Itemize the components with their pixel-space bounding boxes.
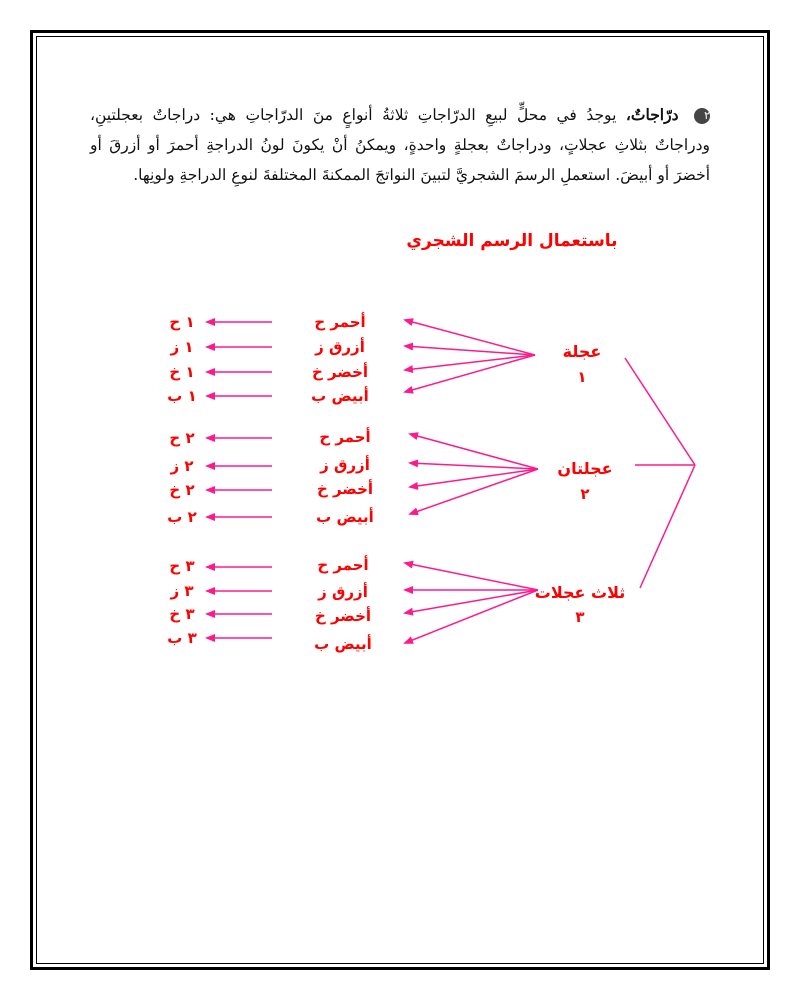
group-3-number: ٣ (575, 608, 585, 626)
problem-keyword: درّاجاتٌ، (625, 105, 679, 124)
diagram-title: باستعمال الرسم الشجري (406, 231, 618, 251)
problem-number-badge: ٢ (694, 108, 710, 124)
root-branch-3 (640, 465, 695, 588)
color-2-3: أخضر خ (316, 480, 374, 498)
outcome-3-3: ٣ خ (169, 605, 195, 623)
branch-3-1 (405, 563, 538, 590)
color-3-2: أزرق ز (318, 583, 368, 601)
color-1-1: أحمر ح (314, 313, 366, 331)
outcome-2-4: ٢ ب (167, 508, 197, 526)
outcome-3-2: ٣ ز (170, 582, 194, 600)
color-3-3: أخضر خ (314, 607, 372, 625)
outcome-2-3: ٢ خ (169, 481, 195, 499)
branch-2-3 (410, 469, 538, 487)
problem-text: يوجدُ في محلٍّ لبيعِ الدرّاجاتِ ثلاثةُ أنواعٍ منَ الدرّاجاتِ هي: دراجاتٌ بعجلتينِ، ودراجاتٌ بثلاثِ عجلاتٍ، ودراجاتٌ بعجلةٍ واحدةٍ، ويمكنُ أنْ يكونَ لونُ الدراجةِ أحمرَ أو أزرقَ أو أخضرَ أو أبيضَ. استعملِ الرسمَ الشجريَّ لتبينَ النواتجَ الممكنةَ المختلفةَ لنوعِ الدراجةِ ولونِها. (90, 106, 710, 184)
group-2 (167, 427, 612, 526)
branch-1-4 (405, 355, 535, 392)
color-2-1: أحمر ح (319, 428, 371, 446)
color-1-4: أبيض ب (311, 387, 369, 405)
outcome-1-4: ١ ب (167, 387, 197, 405)
color-3-1: أحمر ح (317, 556, 369, 574)
outcome-1-2: ١ ز (170, 338, 194, 356)
group-2-label: عجلتان (557, 459, 613, 478)
group-1 (167, 312, 601, 405)
group-3-label: ثلاث عجلات (534, 583, 626, 602)
color-1-2: أزرق ز (315, 338, 365, 356)
color-1-3: أخضر خ (311, 363, 369, 381)
branch-3-4 (405, 590, 538, 643)
color-3-4: أبيض ب (314, 635, 372, 653)
outcome-3-1: ٣ ح (169, 557, 195, 575)
branch-2-4 (410, 469, 538, 514)
group-1-number: ١ (577, 368, 587, 386)
outcome-2-2: ٢ ز (170, 457, 194, 475)
color-2-2: أزرق ز (320, 456, 370, 474)
color-2-4: أبيض ب (316, 508, 374, 526)
root-branch-1 (625, 358, 695, 465)
outcome-2-1: ٢ ح (169, 429, 195, 447)
outcome-1-3: ١ خ (169, 363, 195, 381)
outcome-1-1: ١ ح (169, 313, 195, 331)
branch-1-3 (405, 355, 535, 370)
root-branches (625, 358, 695, 588)
group-1-label: عجلة (562, 342, 602, 361)
group-2-number: ٢ (580, 485, 590, 503)
group-3 (167, 555, 625, 653)
branch-3-3 (405, 590, 538, 613)
outcome-3-4: ٣ ب (167, 629, 197, 647)
